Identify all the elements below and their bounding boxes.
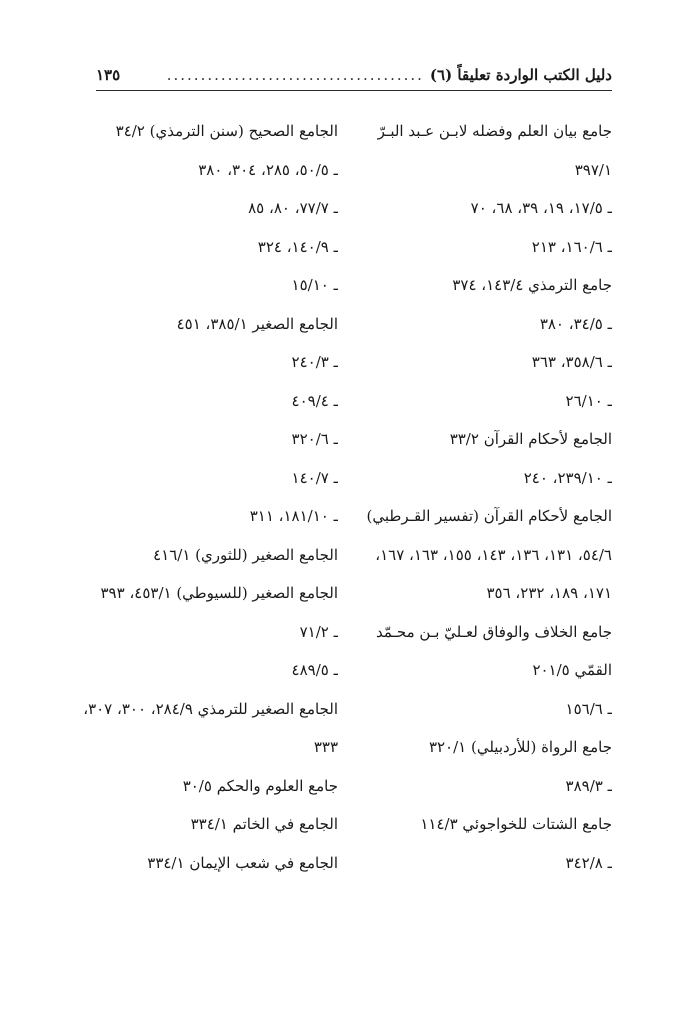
index-entry: الجامع في شعب الإيمان ٣٣٤/١ — [147, 853, 338, 872]
index-entry: جامع الخلاف والوفاق لعـليّ بـن محـمّد — [375, 622, 612, 641]
index-entry: الجامع الصحيح (سنن الترمذي) ٣٤/٢ — [115, 122, 338, 140]
index-entry: الجامع لأحكام القرآن ٣٣/٢ — [449, 430, 612, 448]
index-entry: ـ ١٤٠/٧ — [291, 468, 338, 487]
index-entry: ـ ٢٤٠/٣ — [291, 353, 338, 371]
index-entry: الجامع في الخاتم ٣٣٤/١ — [190, 815, 338, 833]
index-entry: الجامع الصغير للترمذي ٢٨٤/٩، ٣٠٠، ٣٠٧، — [83, 699, 338, 718]
index-entry: جامع العلوم والحكم ٣٠/٥ — [182, 776, 338, 795]
index-entry: ـ ٤٨٩/٥ — [291, 661, 338, 679]
index-entry: ـ ٣٨٩/٣ — [565, 776, 612, 795]
index-entry: ـ ١٤٠/٩، ٣٢٤ — [257, 237, 338, 256]
index-entry: ـ ١٥/١٠ — [291, 276, 338, 294]
index-entry: ٣٣٣ — [313, 738, 338, 756]
index-column-right — [344, 112, 612, 882]
index-entry: ـ ٣٤/٥، ٣٨٠ — [539, 314, 612, 333]
index-entry: جامع بيان العلم وفضله لابـن عـبد البـرّ — [377, 122, 612, 140]
index-entry: الجامع الصغير (للثوري) ٤١٦/١ — [153, 545, 338, 564]
leader-dots: ...................................... — [166, 66, 424, 84]
index-entry: ـ ٣٢٠/٦ — [291, 430, 338, 448]
index-entry: ـ ٢٦/١٠ — [565, 391, 612, 410]
page-number: ١٣٥ — [96, 66, 121, 84]
index-entry: جامع الرواة (للأردبيلي) ٣٢٠/١ — [428, 738, 612, 756]
index-entry: الجامع الصغير (للسيوطي) ٤٥٣/١، ٣٩٣ — [100, 584, 338, 602]
index-entry: ١٧١، ١٨٩، ٢٣٢، ٣٥٦ — [486, 584, 612, 602]
index-entry: ـ ٣٤٢/٨ — [565, 853, 612, 872]
index-entry: القمّي ٢٠١/٥ — [532, 661, 612, 679]
index-entry: ـ ٤٠٩/٤ — [291, 391, 338, 410]
index-entry: ٣٩٧/١ — [574, 160, 612, 179]
index-entry: جامع الترمذي ١٤٣/٤، ٣٧٤ — [452, 276, 612, 294]
index-entry: ٥٤/٦، ١٣١، ١٣٦، ١٤٣، ١٥٥، ١٦٣، ١٦٧، — [375, 545, 612, 564]
running-header — [96, 60, 612, 91]
index-entry: ـ ٢٣٩/١٠، ٢٤٠ — [523, 468, 612, 487]
index-entry: جامع الشتات للخواجوئي ١١٤/٣ — [420, 815, 612, 833]
index-entry: ـ ١٧/٥، ١٩، ٣٩، ٦٨، ٧٠ — [470, 199, 612, 217]
index-entry: الجامع الصغير ٣٨٥/١، ٤٥١ — [176, 314, 338, 333]
index-column-left — [70, 112, 338, 882]
index-entry: الجامع لأحكام القرآن (تفسير القـرطبي) — [366, 507, 612, 525]
index-entry: ـ ١٦٠/٦، ٢١٣ — [531, 237, 612, 256]
index-entry: ـ ١٥٦/٦ — [565, 699, 612, 718]
running-title: دليل الكتب الواردة تعليقاً (٦) — [429, 66, 612, 84]
index-entry: ـ ٧١/٢ — [299, 622, 338, 641]
index-entry: ـ ٥٠/٥، ٢٨٥، ٣٠٤، ٣٨٠ — [198, 160, 338, 179]
index-entry: ـ ٣٥٨/٦، ٣٦٣ — [531, 353, 612, 371]
index-entry: ـ ٧٧/٧، ٨٠، ٨٥ — [248, 199, 338, 217]
index-entry: ـ ١٨١/١٠، ٣١١ — [249, 507, 338, 525]
